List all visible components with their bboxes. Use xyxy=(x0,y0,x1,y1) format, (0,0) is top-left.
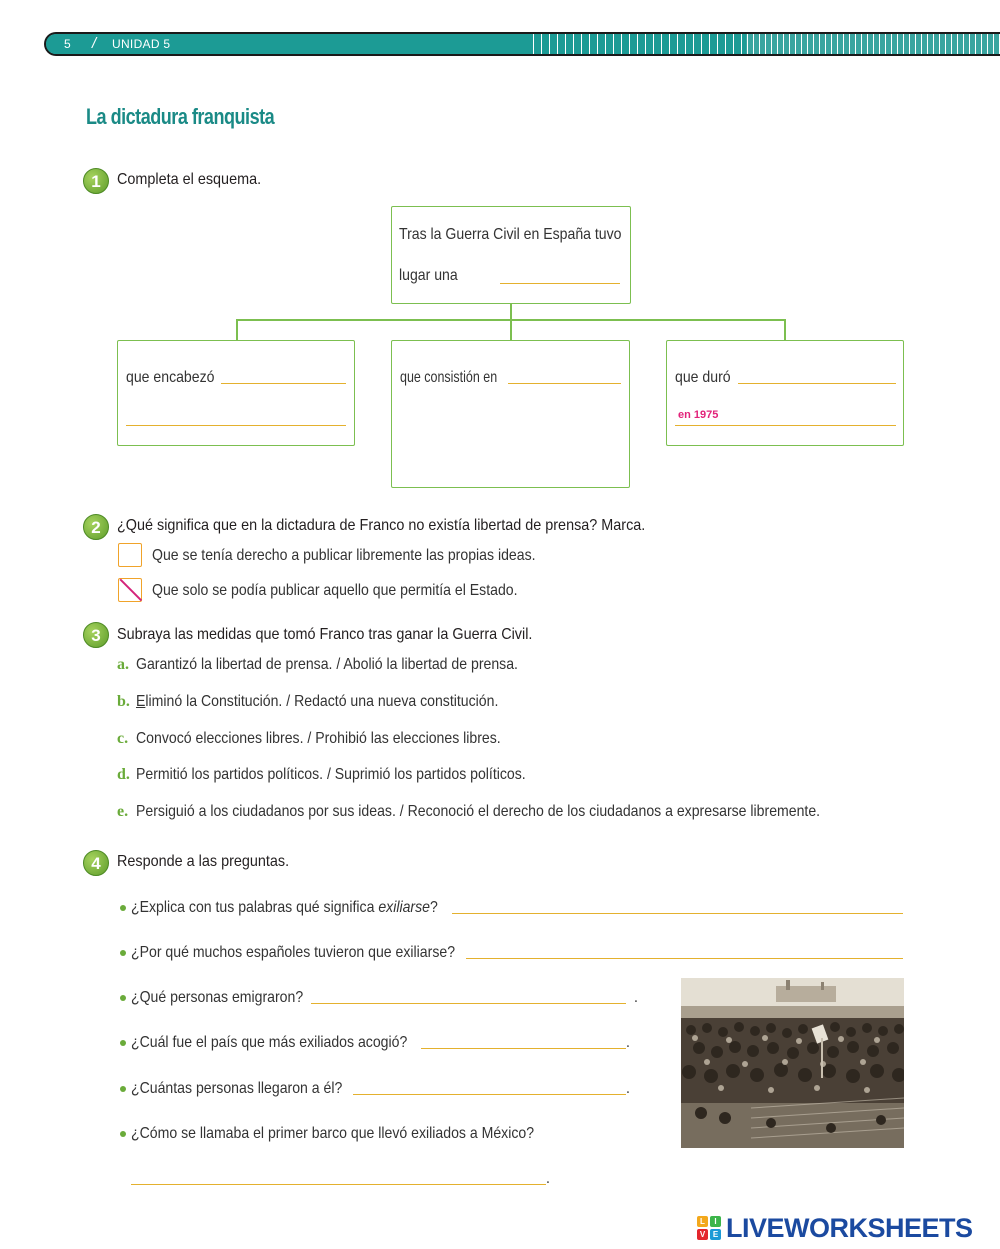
q4-answer-blank-4[interactable] xyxy=(421,1048,626,1049)
q4-bullet-4 xyxy=(120,1040,126,1046)
q3-item-b-underlined-char: E xyxy=(136,693,146,710)
q4-question-2: ¿Por qué muchos españoles tuvieron que exiliarse? xyxy=(131,944,456,961)
q4-question-1-italic: exiliarse xyxy=(378,899,430,916)
q4-answer-blank-1[interactable] xyxy=(452,913,903,914)
page-title: La dictadura franquista xyxy=(86,104,275,129)
logo-letter-i: I xyxy=(710,1216,721,1227)
question-3-number: 3 xyxy=(83,622,109,648)
q4-answer-blank-5[interactable] xyxy=(353,1094,626,1095)
liveworksheets-logo xyxy=(697,1212,973,1244)
logo-wordmark: LIVEWORKSHEETS xyxy=(726,1212,973,1243)
q3-letter-c: c. xyxy=(117,730,129,747)
q4-question-1 xyxy=(131,899,438,917)
scheme-left-blank-1[interactable] xyxy=(221,383,346,384)
q4-question-3-end: . xyxy=(634,989,638,1006)
scheme-top-answer-blank[interactable] xyxy=(500,283,620,284)
scheme-right-box xyxy=(666,340,904,446)
q4-bullet-3 xyxy=(120,995,126,1001)
q4-answer-blank-3[interactable] xyxy=(311,1003,626,1004)
q3-item-d[interactable]: Permitió los partidos políticos. / Suprimió los partidos políticos. xyxy=(136,766,526,783)
q3-item-c[interactable]: Convocó elecciones libres. / Prohibió las elecciones libres. xyxy=(136,730,501,747)
q4-question-6-end: . xyxy=(546,1170,550,1187)
q3-letter-d: d. xyxy=(117,766,130,783)
q4-question-6: ¿Cómo se llamaba el primer barco que llevó exiliados a México? xyxy=(131,1125,535,1142)
q4-answer-blank-6[interactable] xyxy=(131,1184,546,1185)
scheme-left-box xyxy=(117,340,355,446)
question-3-prompt: Subraya las medidas que tomó Franco tras ganar la Guerra Civil. xyxy=(117,626,533,643)
question-2-prompt: ¿Qué significa que en la dictadura de Franco no existía libertad de prensa? Marca. xyxy=(117,517,646,534)
q3-item-a[interactable]: Garantizó la libertad de prensa. / Abolió la libertad de prensa. xyxy=(136,656,518,673)
q4-question-5: ¿Cuántas personas llegaron a él? xyxy=(131,1080,343,1097)
q4-bullet-5 xyxy=(120,1086,126,1092)
scheme-top-line1: Tras la Guerra Civil en España tuvo xyxy=(399,226,622,243)
logo-letter-l: L xyxy=(697,1216,708,1227)
scheme-middle-text: que consistión en xyxy=(400,369,498,386)
unit-header-band xyxy=(44,32,1000,56)
q3-letter-e: e. xyxy=(117,803,129,820)
exiles-crowd-photo-art xyxy=(681,978,904,1148)
q2-option-2-checkbox[interactable] xyxy=(118,578,142,602)
exiles-crowd-photo xyxy=(681,978,904,1148)
scheme-left-blank-2[interactable] xyxy=(126,425,346,426)
q4-answer-blank-2[interactable] xyxy=(466,958,903,959)
logo-letter-v: V xyxy=(697,1229,708,1240)
q4-question-5-end: . xyxy=(626,1080,630,1097)
question-1-number: 1 xyxy=(83,168,109,194)
scheme-connector-stem xyxy=(510,304,512,320)
q2-option-1-checkbox[interactable] xyxy=(118,543,142,567)
q4-bullet-1 xyxy=(120,905,126,911)
q3-letter-a: a. xyxy=(117,656,129,673)
logo-icon-grid xyxy=(697,1216,721,1240)
q4-question-4: ¿Cuál fue el país que más exiliados acogió? xyxy=(131,1034,408,1051)
q3-item-b-text: liminó la Constitución. / Redactó una nueva constitución. xyxy=(145,693,499,710)
unit-label: UNIDAD 5 xyxy=(112,37,171,51)
scheme-top-line2: lugar una xyxy=(399,267,458,284)
page-number: 5 xyxy=(64,37,71,51)
q3-letter-b: b. xyxy=(117,693,130,710)
scheme-right-blank-1[interactable] xyxy=(738,383,896,384)
q4-question-4-end: . xyxy=(626,1034,630,1051)
scheme-left-text: que encabezó xyxy=(126,369,215,386)
q4-question-3: ¿Qué personas emigraron? xyxy=(131,989,304,1006)
q4-question-1-before: ¿Explica con tus palabras qué significa xyxy=(131,899,379,916)
scheme-connector-middle xyxy=(510,319,512,340)
scheme-connector-right xyxy=(784,319,786,340)
scheme-top-box xyxy=(391,206,631,304)
q2-option-1-text: Que se tenía derecho a publicar libremente las propias ideas. xyxy=(152,547,536,564)
logo-letter-e: E xyxy=(710,1229,721,1240)
q4-bullet-2 xyxy=(120,950,126,956)
header-stripe-area xyxy=(526,34,746,54)
q4-question-1-after: ? xyxy=(429,899,438,916)
q2-option-2-text: Que solo se podía publicar aquello que permitía el Estado. xyxy=(152,582,518,599)
scheme-right-blank-2[interactable] xyxy=(675,425,896,426)
q3-item-e[interactable]: Persiguió a los ciudadanos por sus ideas. / Reconoció el derecho de los ciudadanos a expresarse libremente. xyxy=(136,803,821,820)
question-1-prompt: Completa el esquema. xyxy=(117,171,262,188)
scheme-middle-blank[interactable] xyxy=(508,383,621,384)
question-4-prompt: Responde a las preguntas. xyxy=(117,853,290,870)
scheme-right-answer[interactable]: en 1975 xyxy=(678,409,719,421)
q3-item-b[interactable] xyxy=(136,693,498,711)
scheme-connector-left xyxy=(236,319,238,340)
header-separator: / xyxy=(92,35,97,52)
q4-bullet-6 xyxy=(120,1131,126,1137)
scheme-middle-box xyxy=(391,340,630,488)
scheme-right-text: que duró xyxy=(675,369,731,386)
question-4-number: 4 xyxy=(83,850,109,876)
question-2-number: 2 xyxy=(83,514,109,540)
